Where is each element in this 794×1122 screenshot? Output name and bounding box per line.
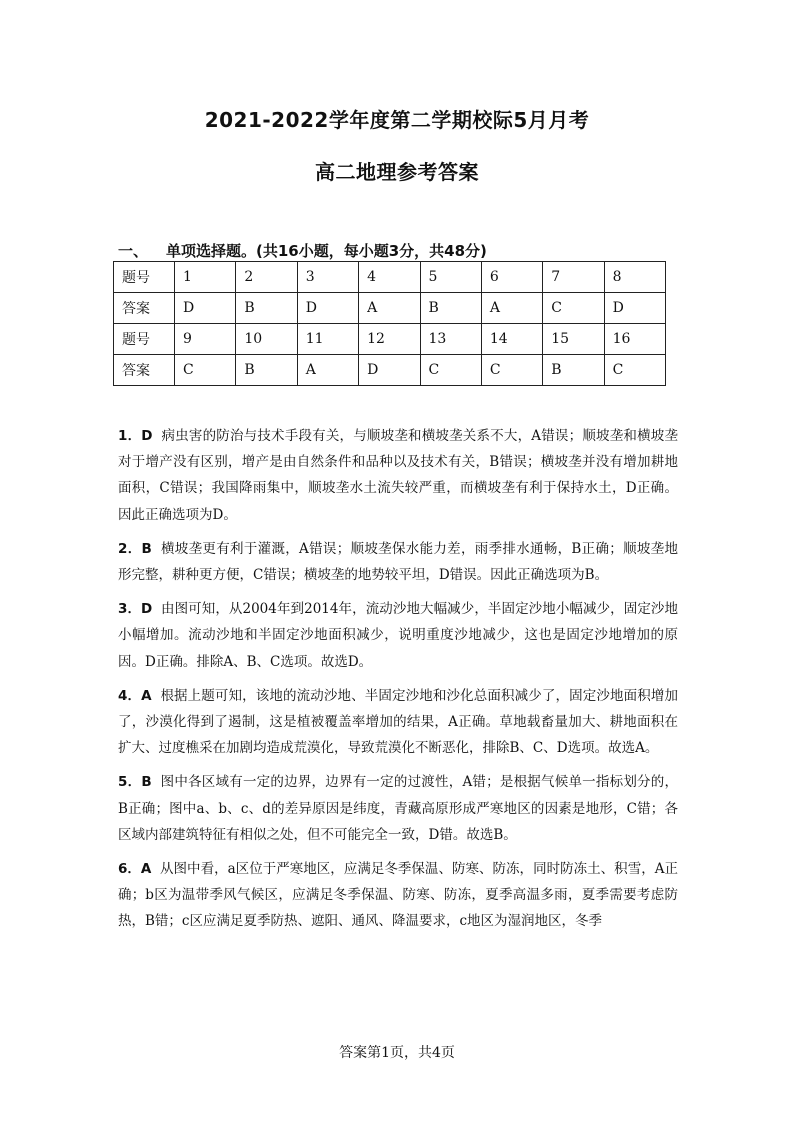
table-cell: 8 — [604, 262, 665, 293]
table-row — [114, 262, 666, 293]
table-cell: D — [604, 293, 665, 324]
answer-table — [113, 261, 666, 386]
explanation-item — [118, 683, 678, 762]
explanation-item — [118, 769, 678, 848]
section-heading — [118, 240, 487, 261]
table-cell: 1 — [175, 262, 236, 293]
table-cell: D — [297, 293, 358, 324]
explanation-item — [118, 536, 678, 588]
question-answer-label: 3．D — [118, 601, 153, 618]
table-cell: C — [543, 293, 604, 324]
question-answer-label: 2．B — [118, 540, 152, 557]
table-row-header: 答案 — [114, 355, 175, 386]
table-cell: 16 — [604, 324, 665, 355]
table-cell: B — [543, 355, 604, 386]
explanation-text: 横坡垄更有利于灌溉，A错误；顺坡垄保水能力差，雨季排水通畅，B正确；顺坡垄地形完整，耕种更方便，C错误；横坡垄的地势较平坦，D错误。因此正确选项为B。 — [118, 540, 678, 584]
table-cell: C — [175, 355, 236, 386]
table-cell: 13 — [420, 324, 481, 355]
explanation-item — [118, 856, 678, 935]
question-answer-label: 1．D — [118, 428, 153, 444]
table-cell: 9 — [175, 324, 236, 355]
question-answer-label: 4．A — [118, 687, 152, 704]
table-cell: 3 — [297, 262, 358, 293]
table-cell: 4 — [359, 262, 420, 293]
table-cell: D — [175, 293, 236, 324]
table-row — [114, 355, 666, 386]
table-cell: D — [359, 355, 420, 386]
table-cell: 7 — [543, 262, 604, 293]
table-cell: C — [481, 355, 542, 386]
page-footer: 答案第1页，共4页 — [339, 1045, 455, 1061]
page-subtitle: 高二地理参考答案 — [315, 160, 479, 184]
table-row-header: 答案 — [114, 293, 175, 324]
table-row — [114, 293, 666, 324]
table-cell: C — [420, 355, 481, 386]
question-answer-label: 5．B — [118, 774, 152, 791]
section-label: 单项选择题。(共16小题，每小题3分，共48分) — [166, 242, 487, 260]
table-row-header: 题号 — [114, 324, 175, 355]
explanation-text: 图中各区域有一定的边界，边界有一定的过渡性，A错；是根据气候单一指标划分的，B正确；图中a、b、c、d的差异原因是纬度，青藏高原形成严寒地区的因素是地形，C错；各区域内部建筑特征有相似之处，但不可能完全一致，D错。故选B。 — [118, 774, 678, 843]
table-cell: 2 — [236, 262, 297, 293]
explanation-text: 根据上题可知，该地的流动沙地、半固定沙地和沙化总面积减少了，固定沙地面积增加了，沙漠化得到了遏制，这是植被覆盖率增加的结果，A正确。草地载畜量加大、耕地面积在扩大、过度樵采在加剧均造成荒漠化，导致荒漠化不断恶化，排除B、C、D选项。故选A。 — [118, 687, 679, 757]
section-number: 一、 — [118, 242, 149, 260]
explanation-item — [118, 423, 678, 528]
table-row — [114, 324, 666, 355]
explanation-text: 由图可知，从2004年到2014年，流动沙地大幅减少，半固定沙地小幅减少，固定沙地小幅增加。流动沙地和半固定沙地面积减少，说明重度沙地减少，这也是固定沙地增加的原因。D正确。排除A、B、C选项。故选D。 — [118, 601, 678, 670]
table-cell: 6 — [481, 262, 542, 293]
table-cell: A — [481, 293, 542, 324]
table-cell: 10 — [236, 324, 297, 355]
table-cell: B — [236, 293, 297, 324]
explanations — [118, 423, 678, 943]
table-row-header: 题号 — [114, 262, 175, 293]
table-cell: 5 — [420, 262, 481, 293]
table-cell: 14 — [481, 324, 542, 355]
table-cell: 12 — [359, 324, 420, 355]
explanation-text: 从图中看，a区位于严寒地区，应满足冬季保温、防寒、防冻，同时防冻土、积雪，A正确；b区为温带季风气候区，应满足冬季保温、防寒、防冻，夏季高温多雨，夏季需要考虑防热，B错；c区应满足夏季防热、遮阳、通风、降温要求，c地区为湿润地区，冬季 — [118, 861, 679, 930]
table-cell: 15 — [543, 324, 604, 355]
page-title: 2021-2022学年度第二学期校际5月月考 — [204, 108, 590, 132]
explanation-item — [118, 596, 678, 675]
table-cell: A — [297, 355, 358, 386]
table-cell: B — [420, 293, 481, 324]
question-answer-label: 6．A — [118, 861, 152, 878]
table-cell: B — [236, 355, 297, 386]
explanation-text: 病虫害的防治与技术手段有关，与顺坡垄和横坡垄关系不大，A错误；顺坡垄和横坡垄对于增产没有区别，增产是由自然条件和品种以及技术有关，B错误；横坡垄并没有增加耕地面积，C错误；我国降雨集中，顺坡垄水土流失较严重，而横坡垄有利于保持水土，D正确。因此正确选项为D。 — [118, 428, 678, 523]
table-cell: 11 — [297, 324, 358, 355]
table-cell: A — [359, 293, 420, 324]
table-cell: C — [604, 355, 665, 386]
